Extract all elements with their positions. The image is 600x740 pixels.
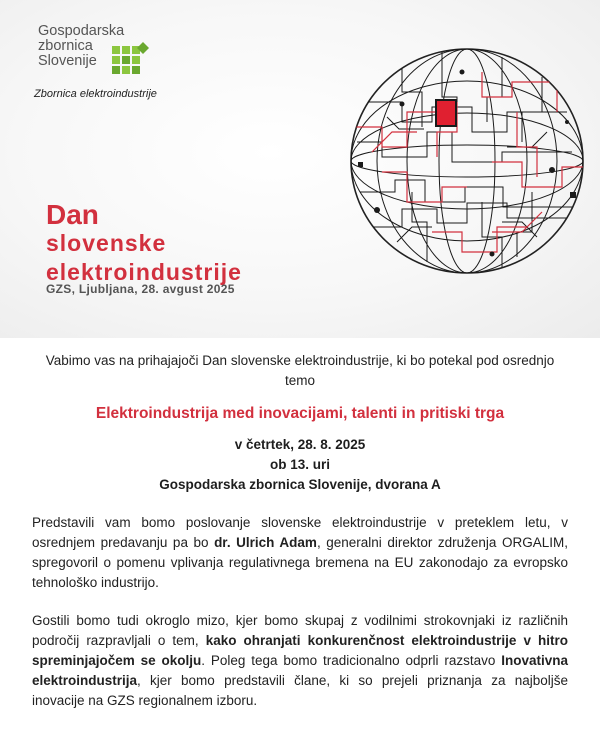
paragraph-round-table-text-1: Gostili bomo tudi okroglo mizo, kjer bomo skupaj z vodilnimi strokovnjaki iz različnih področij razpravljali o tem,	[32, 613, 568, 648]
logo-line-2: zbornica	[38, 38, 93, 54]
round-table-topic: kako ohranjati konkurenčnost elektroindustrije v hitro spreminjajočem se okolju	[32, 633, 568, 668]
paragraph-round-table-text-3: , kjer bomo predstavili člane, ki so prejeli priznanja za najboljše inovacije na GZS regionalnem izboru.	[32, 673, 568, 708]
event-time: ob 13. uri	[269, 457, 330, 472]
paragraph-program-text-2: , generalni direktor združenja ORGALIM, spregovoril o pomenu vplivanja regulativnega bremena na EU zakonodajo za evropsko tehnološko industrijo.	[32, 535, 568, 590]
event-title-line-1: Dan	[46, 199, 99, 230]
logo-grid-icon	[110, 40, 150, 80]
event-theme: Elektroindustrija med inovacijami, talenti in pritiski trga	[95, 405, 505, 422]
paragraph-program	[32, 513, 568, 593]
event-title-line-3: elektroindustrije	[46, 259, 242, 285]
event-venue: Gospodarska zbornica Slovenije, dvorana A	[159, 477, 441, 492]
gzs-logo	[38, 24, 124, 69]
logo-line-1: Gospodarska	[38, 23, 125, 39]
event-location-date: GZS, Ljubljana, 28. avgust 2025	[46, 282, 235, 296]
event-banner	[0, 0, 600, 338]
paragraph-round-table-text-2: . Poleg tega bomo tradicionalno odprli razstavo	[201, 653, 502, 668]
event-title-line-2: slovenske	[46, 230, 167, 256]
logo-subline: Zbornica elektroindustrije	[34, 88, 157, 100]
event-details	[32, 435, 568, 495]
invitation-body	[0, 351, 600, 711]
speaker-name: dr. Ulrich Adam	[214, 535, 317, 550]
paragraph-round-table	[32, 611, 568, 711]
logo-line-3: Slovenije	[38, 53, 97, 69]
exhibition-name: Inovativna elektroindustrija	[32, 653, 568, 688]
event-date: v četrtek, 28. 8. 2025	[234, 437, 366, 452]
paragraph-program-text-1: Predstavili vam bomo poslovanje slovenske elektroindustrije v preteklem letu, v osrednjem predavanju pa bo	[32, 515, 568, 550]
event-title	[46, 200, 242, 287]
intro-text: Vabimo vas na prihajajoči Dan slovenske elektroindustrije, ki bo potekal pod osrednjo temo	[45, 353, 555, 388]
circuit-globe-graphic	[342, 42, 592, 280]
